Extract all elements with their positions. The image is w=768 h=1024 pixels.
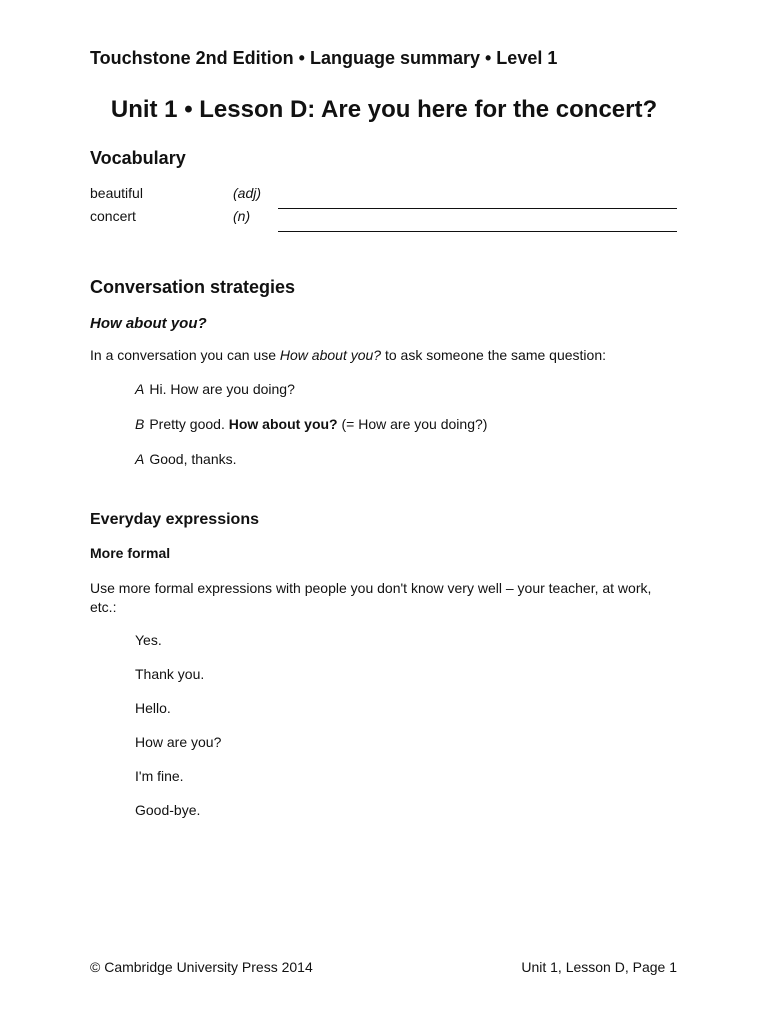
expression-item: Good-bye. (135, 802, 201, 818)
vocab-word: beautiful (90, 185, 143, 201)
intro-text: In a conversation you can use (90, 347, 280, 363)
expression-item: Hello. (135, 700, 171, 716)
conversation-heading: Conversation strategies (90, 277, 296, 297)
expressions-subheading: More formal (90, 545, 171, 561)
expression-item: Yes. (135, 632, 162, 648)
page-title: Unit 1 • Lesson D: Are you here for the concert? (110, 96, 658, 123)
conversation-intro (90, 347, 606, 363)
expressions-intro: Use more formal expressions with people you don't know very well – your teacher, at work, etc.: (90, 580, 652, 615)
vocab-answer-line (278, 208, 677, 209)
expressions-heading: Everyday expressions (90, 511, 259, 528)
vocab-part-of-speech: (adj) (233, 185, 262, 201)
vocab-answer-line (278, 231, 677, 232)
expression-item: Thank you. (135, 666, 205, 682)
dialog-text: Pretty good. (149, 416, 229, 432)
dialog-text: Good, thanks. (149, 451, 237, 467)
dialog-line (135, 381, 295, 397)
dialog-line (135, 416, 487, 432)
conversation-subheading: How about you? (90, 315, 207, 332)
vocabulary-heading: Vocabulary (90, 148, 186, 168)
vocab-word: concert (90, 208, 136, 224)
speaker-label: A (135, 381, 145, 397)
expression-item: How are you? (135, 734, 222, 750)
intro-text: to ask someone the same question: (381, 347, 607, 363)
dialog-text: (= How are you doing?) (337, 416, 488, 432)
speaker-label: A (135, 451, 145, 467)
dialog-bold-text: How about you? (228, 416, 338, 432)
footer-copyright: © Cambridge University Press 2014 (90, 959, 313, 975)
expression-item: I'm fine. (135, 768, 184, 784)
dialog-text: Hi. How are you doing? (149, 381, 295, 397)
vocab-part-of-speech: (n) (233, 208, 251, 224)
speaker-label: B (135, 416, 145, 432)
intro-italic: How about you? (279, 347, 382, 363)
document-header: Touchstone 2nd Edition • Language summary • Level 1 (90, 48, 558, 68)
footer-page-info: Unit 1, Lesson D, Page 1 (521, 959, 677, 975)
dialog-line (135, 451, 237, 467)
